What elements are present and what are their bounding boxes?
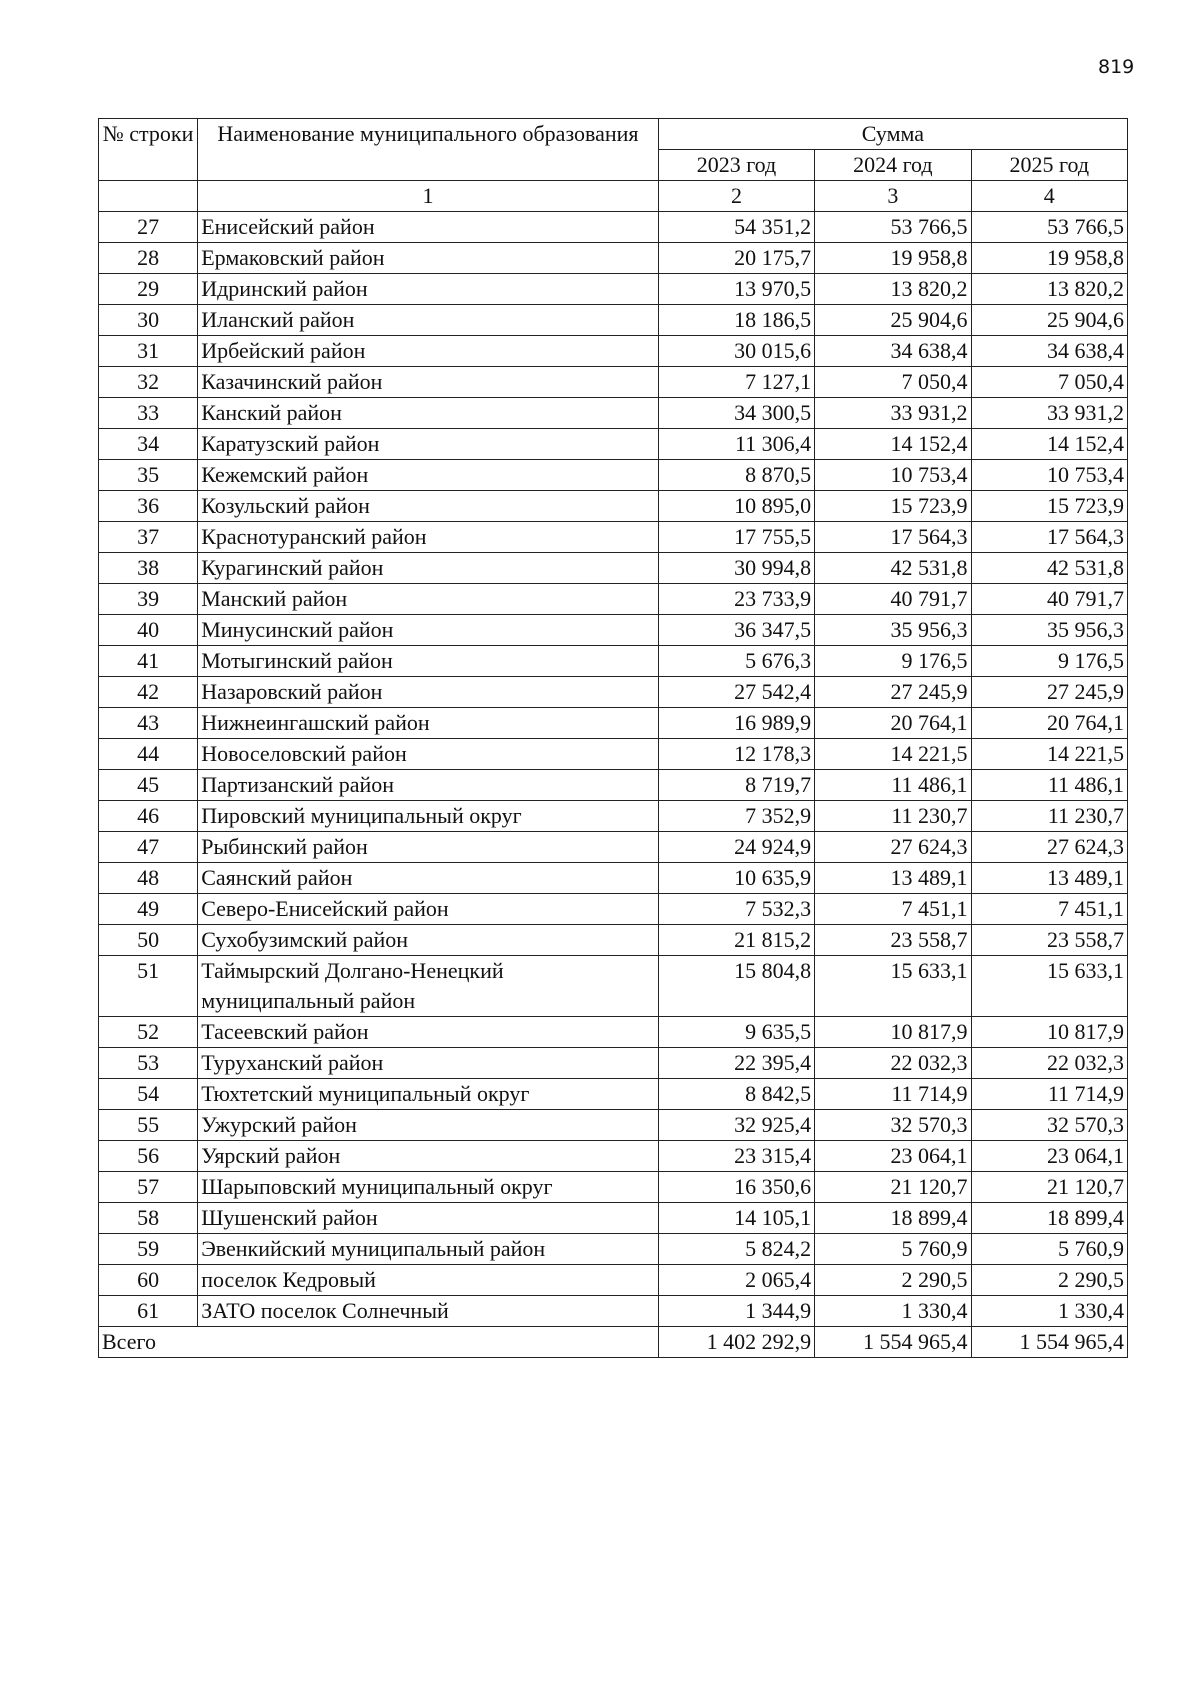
value-2024: 13 489,1 <box>815 863 971 894</box>
row-number: 35 <box>99 460 198 491</box>
table-row <box>99 212 1128 243</box>
table-body <box>99 212 1128 1327</box>
value-2025: 21 120,7 <box>971 1172 1127 1203</box>
value-2024: 10 753,4 <box>815 460 971 491</box>
value-2024: 15 633,1 <box>815 956 971 1017</box>
municipality-name: Канский район <box>198 398 659 429</box>
value-2024: 27 624,3 <box>815 832 971 863</box>
municipality-name: Каратузский район <box>198 429 659 460</box>
total-2024: 1 554 965,4 <box>815 1327 971 1358</box>
row-number: 29 <box>99 274 198 305</box>
row-number: 28 <box>99 243 198 274</box>
total-2023: 1 402 292,9 <box>658 1327 814 1358</box>
municipality-name: Эвенкийский муниципальный район <box>198 1234 659 1265</box>
value-2024: 7 050,4 <box>815 367 971 398</box>
value-2025: 27 245,9 <box>971 677 1127 708</box>
value-2024: 20 764,1 <box>815 708 971 739</box>
row-number: 53 <box>99 1048 198 1079</box>
value-2023: 18 186,5 <box>658 305 814 336</box>
row-number: 56 <box>99 1141 198 1172</box>
table-row <box>99 367 1128 398</box>
page-number: 819 <box>1098 56 1135 78</box>
table-row <box>99 894 1128 925</box>
table-row <box>99 1079 1128 1110</box>
municipality-name: Курагинский район <box>198 553 659 584</box>
table-row <box>99 1110 1128 1141</box>
value-2024: 11 230,7 <box>815 801 971 832</box>
value-2025: 1 330,4 <box>971 1296 1127 1327</box>
municipality-name: Шарыповский муниципальный округ <box>198 1172 659 1203</box>
value-2024: 19 958,8 <box>815 243 971 274</box>
value-2024: 14 152,4 <box>815 429 971 460</box>
value-2025: 13 820,2 <box>971 274 1127 305</box>
value-2025: 2 290,5 <box>971 1265 1127 1296</box>
row-number: 32 <box>99 367 198 398</box>
table-header <box>99 119 1128 212</box>
value-2023: 15 804,8 <box>658 956 814 1017</box>
row-number: 31 <box>99 336 198 367</box>
value-2024: 18 899,4 <box>815 1203 971 1234</box>
value-2023: 5 676,3 <box>658 646 814 677</box>
municipality-name: Партизанский район <box>198 770 659 801</box>
municipality-name: Туруханский район <box>198 1048 659 1079</box>
municipality-name: Тюхтетский муниципальный округ <box>198 1079 659 1110</box>
table-row <box>99 243 1128 274</box>
value-2025: 35 956,3 <box>971 615 1127 646</box>
row-number: 58 <box>99 1203 198 1234</box>
row-number: 42 <box>99 677 198 708</box>
municipality-name: Козульский район <box>198 491 659 522</box>
value-2023: 16 989,9 <box>658 708 814 739</box>
row-number: 48 <box>99 863 198 894</box>
value-2025: 19 958,8 <box>971 243 1127 274</box>
table-row <box>99 522 1128 553</box>
municipality-name: Шушенский район <box>198 1203 659 1234</box>
value-2025: 20 764,1 <box>971 708 1127 739</box>
row-number: 45 <box>99 770 198 801</box>
value-2023: 11 306,4 <box>658 429 814 460</box>
municipality-name: Ирбейский район <box>198 336 659 367</box>
value-2023: 5 824,2 <box>658 1234 814 1265</box>
value-2023: 16 350,6 <box>658 1172 814 1203</box>
value-2025: 11 486,1 <box>971 770 1127 801</box>
table-row <box>99 646 1128 677</box>
row-number: 41 <box>99 646 198 677</box>
municipality-name: Краснотуранский район <box>198 522 659 553</box>
row-number: 52 <box>99 1017 198 1048</box>
municipality-name: Идринский район <box>198 274 659 305</box>
value-2025: 11 714,9 <box>971 1079 1127 1110</box>
row-number: 34 <box>99 429 198 460</box>
value-2025: 5 760,9 <box>971 1234 1127 1265</box>
row-number: 37 <box>99 522 198 553</box>
value-2025: 14 221,5 <box>971 739 1127 770</box>
row-number: 61 <box>99 1296 198 1327</box>
value-2025: 7 050,4 <box>971 367 1127 398</box>
value-2023: 14 105,1 <box>658 1203 814 1234</box>
value-2023: 30 994,8 <box>658 553 814 584</box>
value-2025: 42 531,8 <box>971 553 1127 584</box>
table-row <box>99 770 1128 801</box>
header-year-2025: 2025 год <box>971 150 1127 181</box>
value-2024: 1 330,4 <box>815 1296 971 1327</box>
total-row <box>99 1327 1128 1358</box>
header-municipality-name: Наименование муниципального образования <box>198 119 659 181</box>
value-2024: 13 820,2 <box>815 274 971 305</box>
value-2024: 23 558,7 <box>815 925 971 956</box>
table-row <box>99 708 1128 739</box>
municipality-name: Ермаковский район <box>198 243 659 274</box>
value-2025: 25 904,6 <box>971 305 1127 336</box>
value-2023: 32 925,4 <box>658 1110 814 1141</box>
table-row <box>99 677 1128 708</box>
header-year-2024: 2024 год <box>815 150 971 181</box>
municipality-name: Назаровский район <box>198 677 659 708</box>
value-2023: 54 351,2 <box>658 212 814 243</box>
table-row <box>99 1296 1128 1327</box>
value-2025: 33 931,2 <box>971 398 1127 429</box>
municipality-name: Рыбинский район <box>198 832 659 863</box>
value-2024: 22 032,3 <box>815 1048 971 1079</box>
table-row <box>99 1017 1128 1048</box>
municipality-name: Таймырский Долгано-Ненецкий муниципальный район <box>198 956 659 1017</box>
value-2023: 22 395,4 <box>658 1048 814 1079</box>
row-number: 57 <box>99 1172 198 1203</box>
municipality-name: Казачинский район <box>198 367 659 398</box>
table-row <box>99 274 1128 305</box>
row-number: 30 <box>99 305 198 336</box>
municipality-name: ЗАТО поселок Солнечный <box>198 1296 659 1327</box>
municipality-name: Уярский район <box>198 1141 659 1172</box>
table-row <box>99 553 1128 584</box>
table-row <box>99 429 1128 460</box>
total-2025: 1 554 965,4 <box>971 1327 1127 1358</box>
value-2024: 17 564,3 <box>815 522 971 553</box>
municipality-name: Тасеевский район <box>198 1017 659 1048</box>
row-number: 54 <box>99 1079 198 1110</box>
value-2025: 7 451,1 <box>971 894 1127 925</box>
value-2024: 40 791,7 <box>815 584 971 615</box>
municipality-name: Иланский район <box>198 305 659 336</box>
value-2024: 53 766,5 <box>815 212 971 243</box>
table-row <box>99 1203 1128 1234</box>
row-number: 51 <box>99 956 198 1017</box>
value-2023: 7 532,3 <box>658 894 814 925</box>
row-number: 39 <box>99 584 198 615</box>
table-row <box>99 739 1128 770</box>
table-row <box>99 491 1128 522</box>
value-2025: 34 638,4 <box>971 336 1127 367</box>
value-2024: 10 817,9 <box>815 1017 971 1048</box>
municipality-name: Кежемский район <box>198 460 659 491</box>
table-row <box>99 863 1128 894</box>
column-number-3: 3 <box>815 181 971 212</box>
row-number: 33 <box>99 398 198 429</box>
municipality-name: Пировский муниципальный округ <box>198 801 659 832</box>
municipality-name: Северо-Енисейский район <box>198 894 659 925</box>
budget-table <box>98 118 1128 1358</box>
table-row <box>99 956 1128 1017</box>
row-number: 36 <box>99 491 198 522</box>
value-2025: 9 176,5 <box>971 646 1127 677</box>
table-row <box>99 336 1128 367</box>
value-2025: 11 230,7 <box>971 801 1127 832</box>
table-row <box>99 1141 1128 1172</box>
row-number: 44 <box>99 739 198 770</box>
table-row <box>99 1048 1128 1079</box>
value-2024: 2 290,5 <box>815 1265 971 1296</box>
table-row <box>99 801 1128 832</box>
value-2024: 23 064,1 <box>815 1141 971 1172</box>
value-2025: 14 152,4 <box>971 429 1127 460</box>
value-2024: 15 723,9 <box>815 491 971 522</box>
value-2024: 7 451,1 <box>815 894 971 925</box>
row-number: 27 <box>99 212 198 243</box>
column-number-4: 4 <box>971 181 1127 212</box>
row-number: 46 <box>99 801 198 832</box>
value-2025: 32 570,3 <box>971 1110 1127 1141</box>
column-number-1: 1 <box>198 181 659 212</box>
table-row <box>99 1265 1128 1296</box>
value-2023: 36 347,5 <box>658 615 814 646</box>
value-2025: 40 791,7 <box>971 584 1127 615</box>
municipality-name: поселок Кедровый <box>198 1265 659 1296</box>
total-label: Всего <box>99 1327 659 1358</box>
municipality-name: Ужурский район <box>198 1110 659 1141</box>
municipality-name: Енисейский район <box>198 212 659 243</box>
row-number: 60 <box>99 1265 198 1296</box>
municipality-name: Мотыгинский район <box>198 646 659 677</box>
row-number: 38 <box>99 553 198 584</box>
municipality-name: Сухобузимский район <box>198 925 659 956</box>
value-2025: 27 624,3 <box>971 832 1127 863</box>
row-number: 47 <box>99 832 198 863</box>
value-2024: 11 714,9 <box>815 1079 971 1110</box>
table-row <box>99 584 1128 615</box>
value-2024: 5 760,9 <box>815 1234 971 1265</box>
table-row <box>99 305 1128 336</box>
value-2025: 15 723,9 <box>971 491 1127 522</box>
value-2023: 13 970,5 <box>658 274 814 305</box>
value-2023: 24 924,9 <box>658 832 814 863</box>
row-number: 49 <box>99 894 198 925</box>
municipality-name: Минусинский район <box>198 615 659 646</box>
value-2023: 9 635,5 <box>658 1017 814 1048</box>
value-2023: 23 315,4 <box>658 1141 814 1172</box>
row-number: 59 <box>99 1234 198 1265</box>
value-2023: 8 719,7 <box>658 770 814 801</box>
value-2025: 23 558,7 <box>971 925 1127 956</box>
value-2023: 34 300,5 <box>658 398 814 429</box>
value-2024: 42 531,8 <box>815 553 971 584</box>
value-2023: 23 733,9 <box>658 584 814 615</box>
value-2023: 12 178,3 <box>658 739 814 770</box>
value-2024: 27 245,9 <box>815 677 971 708</box>
value-2024: 21 120,7 <box>815 1172 971 1203</box>
municipality-name: Нижнеингашский район <box>198 708 659 739</box>
header-year-2023: 2023 год <box>658 150 814 181</box>
value-2025: 10 753,4 <box>971 460 1127 491</box>
value-2023: 10 635,9 <box>658 863 814 894</box>
value-2023: 2 065,4 <box>658 1265 814 1296</box>
value-2025: 15 633,1 <box>971 956 1127 1017</box>
header-sum: Сумма <box>658 119 1127 150</box>
table-row <box>99 460 1128 491</box>
value-2023: 1 344,9 <box>658 1296 814 1327</box>
value-2025: 22 032,3 <box>971 1048 1127 1079</box>
value-2023: 21 815,2 <box>658 925 814 956</box>
value-2023: 7 352,9 <box>658 801 814 832</box>
column-number-0 <box>99 181 198 212</box>
value-2023: 8 842,5 <box>658 1079 814 1110</box>
table-row <box>99 1234 1128 1265</box>
table-row <box>99 615 1128 646</box>
value-2023: 17 755,5 <box>658 522 814 553</box>
value-2023: 8 870,5 <box>658 460 814 491</box>
row-number: 55 <box>99 1110 198 1141</box>
column-number-2: 2 <box>658 181 814 212</box>
municipality-name: Новоселовский район <box>198 739 659 770</box>
value-2023: 30 015,6 <box>658 336 814 367</box>
row-number: 50 <box>99 925 198 956</box>
value-2024: 33 931,2 <box>815 398 971 429</box>
value-2024: 11 486,1 <box>815 770 971 801</box>
value-2024: 32 570,3 <box>815 1110 971 1141</box>
value-2024: 25 904,6 <box>815 305 971 336</box>
value-2023: 7 127,1 <box>658 367 814 398</box>
municipality-name: Манский район <box>198 584 659 615</box>
row-number: 40 <box>99 615 198 646</box>
value-2024: 14 221,5 <box>815 739 971 770</box>
row-number: 43 <box>99 708 198 739</box>
value-2024: 34 638,4 <box>815 336 971 367</box>
value-2025: 10 817,9 <box>971 1017 1127 1048</box>
value-2025: 53 766,5 <box>971 212 1127 243</box>
value-2025: 23 064,1 <box>971 1141 1127 1172</box>
value-2023: 10 895,0 <box>658 491 814 522</box>
value-2025: 17 564,3 <box>971 522 1127 553</box>
table-row <box>99 925 1128 956</box>
value-2025: 18 899,4 <box>971 1203 1127 1234</box>
table-row <box>99 1172 1128 1203</box>
value-2023: 20 175,7 <box>658 243 814 274</box>
value-2023: 27 542,4 <box>658 677 814 708</box>
header-row-number: № строки <box>99 119 198 181</box>
value-2024: 9 176,5 <box>815 646 971 677</box>
table-row <box>99 832 1128 863</box>
municipality-name: Саянский район <box>198 863 659 894</box>
value-2025: 13 489,1 <box>971 863 1127 894</box>
value-2024: 35 956,3 <box>815 615 971 646</box>
table-row <box>99 398 1128 429</box>
